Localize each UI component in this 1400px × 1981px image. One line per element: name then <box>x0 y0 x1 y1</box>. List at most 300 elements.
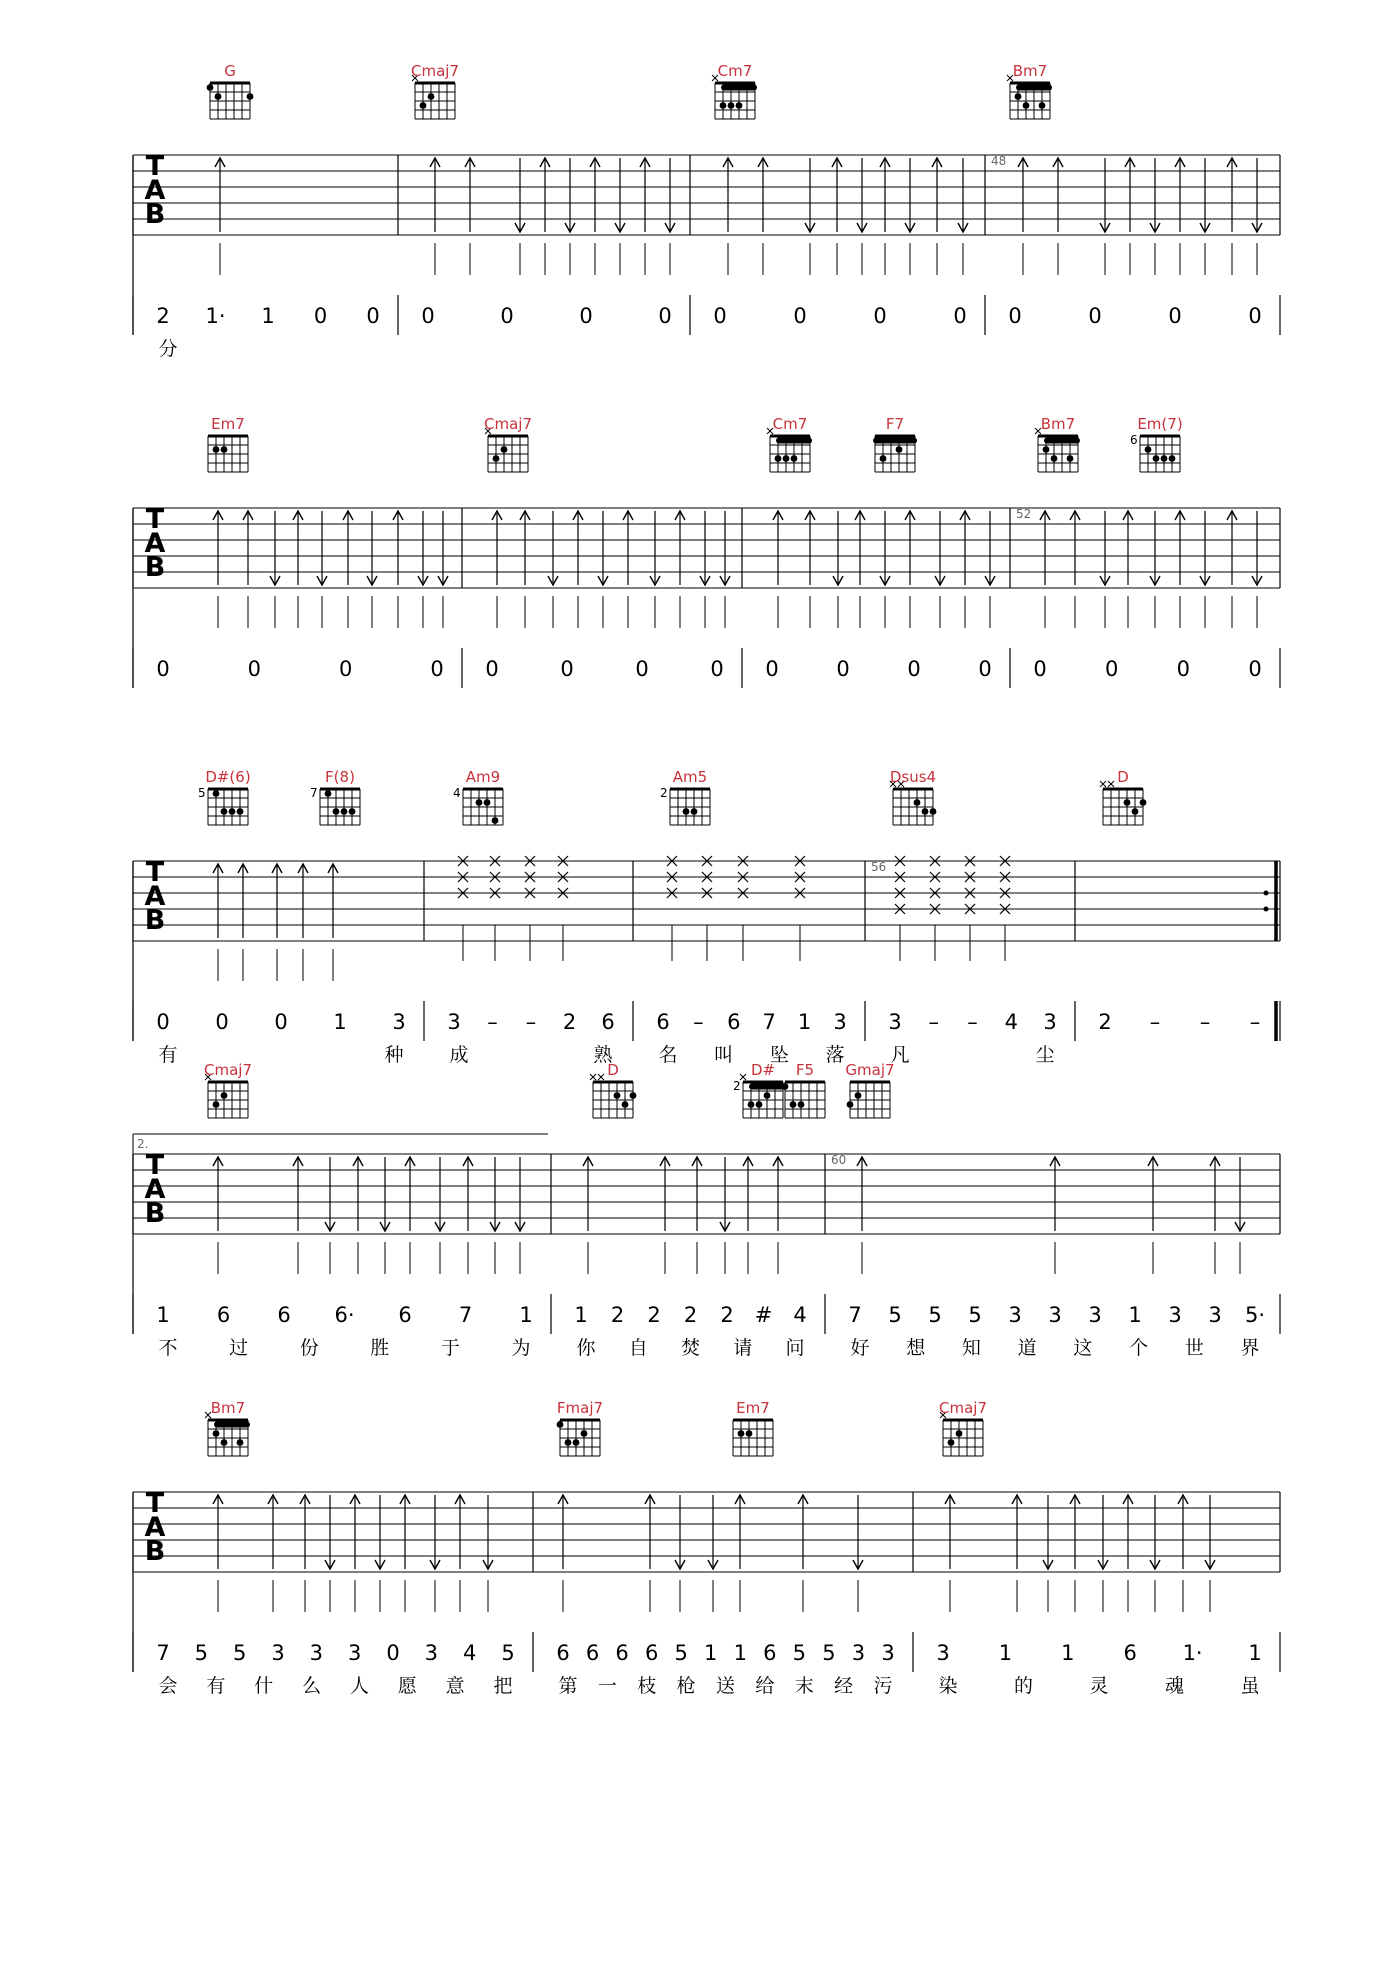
strum-down-arrow <box>615 158 625 275</box>
chord-dot <box>1153 455 1160 462</box>
strum-up-arrow <box>855 511 865 628</box>
lyric-char: 染 <box>938 1675 958 1697</box>
chord-diagram-bm7 <box>1035 428 1080 472</box>
strum-up-arrow <box>465 158 475 275</box>
chord-dot <box>630 1092 637 1099</box>
chord-dot <box>213 446 220 453</box>
strum-up-arrow <box>1227 158 1237 275</box>
jianpu-note: 6 <box>216 1303 231 1327</box>
notation-marks-layer <box>205 75 1262 1612</box>
jianpu-note: – <box>693 1010 704 1034</box>
jianpu-note: – <box>525 1010 537 1034</box>
strum-down-arrow <box>1098 1495 1108 1612</box>
strum-up-arrow <box>520 511 530 628</box>
strum-down-arrow <box>438 511 448 628</box>
strum-up-arrow <box>692 1157 702 1274</box>
strum-down-arrow <box>1150 511 1160 628</box>
chord-name: D#(6) <box>205 768 251 786</box>
chord-dot <box>683 808 690 815</box>
jianpu-note: 3 <box>881 1641 895 1665</box>
chord-dot <box>956 1430 963 1437</box>
strum-down-arrow <box>565 158 575 275</box>
lyric-char: 坠 <box>769 1044 789 1066</box>
jianpu-note: 3 <box>1048 1303 1062 1327</box>
lyric-char: 意 <box>445 1675 465 1697</box>
strum-up-arrow <box>213 1495 223 1612</box>
jianpu-note: 6 <box>585 1641 600 1665</box>
lyric-char: 么 <box>302 1675 322 1697</box>
lyric-char: 这 <box>1073 1337 1093 1359</box>
chord-name: Cm7 <box>772 415 808 433</box>
jianpu-note: 3 <box>888 1010 902 1034</box>
strum-up-arrow <box>213 864 223 981</box>
lyric-char: 有 <box>158 1044 178 1066</box>
jianpu-note: 1 <box>704 1641 718 1665</box>
lyric-char: 过 <box>229 1337 249 1359</box>
jianpu-note: 5 <box>232 1641 247 1665</box>
strum-up-arrow <box>463 1157 473 1274</box>
jianpu-note: 3 <box>347 1641 362 1665</box>
chord-dot <box>746 1430 753 1437</box>
tab-label-letter: B <box>144 552 166 583</box>
strum-down-arrow <box>515 158 525 275</box>
volta-label: 2. <box>137 1137 149 1151</box>
strum-up-arrow <box>743 1157 753 1274</box>
strum-down-arrow <box>857 158 867 275</box>
jianpu-note: 1 <box>519 1303 533 1327</box>
jianpu-note: – <box>487 1010 498 1034</box>
chord-dot <box>791 455 798 462</box>
strum-down-arrow <box>1150 1495 1160 1612</box>
chord-dot <box>333 808 340 815</box>
chord-diagram-f-8- <box>320 789 360 825</box>
jianpu-note: 1 <box>733 1641 747 1665</box>
chord-name: D <box>1117 768 1129 786</box>
strum-down-arrow <box>700 511 710 628</box>
chord-dot <box>207 84 214 91</box>
chord-dot <box>1023 102 1030 109</box>
chord-dot <box>237 1439 244 1446</box>
jianpu-note: 0 <box>156 657 170 681</box>
chord-fret-position: 5 <box>198 786 206 800</box>
chord-dot <box>501 446 508 453</box>
jianpu-note: 7 <box>458 1303 473 1327</box>
strum-up-arrow <box>932 158 942 275</box>
chord-barre <box>1044 438 1080 444</box>
strum-up-arrow <box>623 511 633 628</box>
lyric-char: 给 <box>755 1675 775 1697</box>
strum-down-arrow <box>675 1495 685 1612</box>
chord-dot <box>798 1101 805 1108</box>
lyric-char: 种 <box>384 1044 404 1066</box>
strum-down-arrow <box>905 158 915 275</box>
jianpu-note: 0 <box>313 304 328 328</box>
jianpu-note: 5 <box>674 1641 688 1665</box>
strum-up-arrow <box>293 511 303 628</box>
chord-diagram-g <box>207 83 254 119</box>
chord-dot <box>1140 799 1147 806</box>
chord-dot <box>948 1439 955 1446</box>
lyric-char: 第 <box>558 1675 578 1697</box>
chord-dot <box>1132 808 1139 815</box>
lyric-char: 魂 <box>1164 1675 1185 1697</box>
strum-up-arrow <box>880 158 890 275</box>
strum-down-arrow <box>483 1495 493 1612</box>
jianpu-note: 3 <box>936 1641 950 1665</box>
jianpu-note: 2 <box>562 1010 577 1034</box>
jianpu-note: 3 <box>1043 1010 1057 1034</box>
chord-name: Gmaj7 <box>845 1061 895 1079</box>
lyric-char: 好 <box>850 1337 870 1359</box>
chord-dot <box>1067 455 1074 462</box>
strum-up-arrow <box>492 511 502 628</box>
jianpu-note: 1 <box>333 1010 347 1034</box>
chord-dot <box>748 1101 755 1108</box>
lyric-char: 不 <box>158 1337 178 1359</box>
chord-dot <box>215 93 222 100</box>
lyric-char: 把 <box>493 1675 513 1697</box>
jianpu-note: 1 <box>998 1641 1013 1665</box>
jianpu-note: 0 <box>366 304 380 328</box>
strum-down-arrow <box>1252 511 1262 628</box>
jianpu-note: 7 <box>762 1010 776 1034</box>
strum-down-arrow <box>598 511 608 628</box>
strum-up-arrow <box>272 864 282 981</box>
strum-up-arrow <box>805 511 815 628</box>
jianpu-note: – <box>967 1010 978 1034</box>
chord-barre <box>1016 85 1052 91</box>
strum-up-arrow <box>243 511 253 628</box>
lyric-char: 名 <box>658 1044 678 1066</box>
jianpu-note: 0 <box>836 657 850 681</box>
chord-dot <box>341 808 348 815</box>
repeat-dot <box>1264 891 1269 896</box>
strum-up-arrow <box>1070 511 1080 628</box>
strum-up-arrow <box>293 1157 303 1274</box>
lyric-char: 世 <box>1184 1337 1204 1359</box>
strum-up-arrow <box>400 1495 410 1612</box>
chord-dot <box>213 790 220 797</box>
chord-name: D# <box>750 1061 776 1079</box>
chord-dot <box>896 446 903 453</box>
jianpu-note: 0 <box>1168 304 1182 328</box>
jianpu-note: 1 <box>574 1303 588 1327</box>
chord-dot <box>880 455 887 462</box>
lyric-char: 送 <box>715 1675 736 1697</box>
strum-down-arrow <box>325 1495 335 1612</box>
chord-dot <box>691 808 698 815</box>
chord-name: Cmaj7 <box>411 62 459 80</box>
strum-down-arrow <box>430 1495 440 1612</box>
chord-dot <box>855 1092 862 1099</box>
chord-dot <box>565 1439 572 1446</box>
strum-up-arrow <box>1012 1495 1022 1612</box>
strum-down-arrow <box>880 511 890 628</box>
jianpu-note: 1 <box>1061 1641 1075 1665</box>
jianpu-note: 3 <box>1168 1303 1182 1327</box>
jianpu-note: 5 <box>792 1641 807 1665</box>
jianpu-note: 0 <box>1104 657 1119 681</box>
strum-up-arrow <box>343 511 353 628</box>
chord-diagram-em7 <box>208 436 248 472</box>
jianpu-note: 6 <box>601 1010 615 1034</box>
strum-up-arrow <box>430 158 440 275</box>
chord-dot <box>325 790 332 797</box>
chord-dot <box>775 455 782 462</box>
strum-down-arrow <box>805 158 815 275</box>
strum-up-arrow <box>573 511 583 628</box>
lyric-char: 虽 <box>1240 1675 1260 1697</box>
lyric-char: 叫 <box>714 1044 734 1066</box>
strum-down-arrow <box>833 511 843 628</box>
lyric-char: 个 <box>1129 1337 1149 1359</box>
jianpu-note: – <box>1199 1010 1211 1034</box>
strum-down-arrow <box>1252 158 1262 275</box>
chord-dot <box>914 799 921 806</box>
strum-down-arrow <box>270 511 280 628</box>
jianpu-note: 3 <box>851 1641 866 1665</box>
strum-up-arrow <box>723 158 733 275</box>
jianpu-note: 5 <box>888 1303 902 1327</box>
lyric-char: 什 <box>254 1675 274 1697</box>
jianpu-note: 0 <box>907 657 921 681</box>
jianpu-note: 6 <box>556 1641 570 1665</box>
strum-down-arrow <box>1200 158 1210 275</box>
lyric-char: 的 <box>1013 1675 1034 1697</box>
strum-down-arrow <box>1043 1495 1053 1612</box>
strum-down-arrow <box>1235 1157 1245 1274</box>
chord-diagram-f5 <box>782 1082 825 1118</box>
chord-diagram-gmaj7 <box>847 1082 890 1118</box>
chord-dot <box>1051 455 1058 462</box>
chord-diagram-bm7 <box>1007 75 1052 119</box>
chord-dot <box>581 1430 588 1437</box>
strum-down-arrow <box>1150 158 1160 275</box>
strum-up-arrow <box>405 1157 415 1274</box>
chord-dot <box>1124 799 1131 806</box>
bar-number: 56 <box>871 860 887 874</box>
jianpu-note: 3 <box>1008 1303 1022 1327</box>
jianpu-note: 2 <box>1098 1010 1112 1034</box>
jianpu-note: 1 <box>797 1010 812 1034</box>
chord-dot <box>247 93 254 100</box>
jianpu-note: 0 <box>1088 304 1102 328</box>
jianpu-note: 0 <box>1033 657 1047 681</box>
jianpu-note: 0 <box>338 657 353 681</box>
chord-name: Am9 <box>465 768 501 786</box>
repeat-dot <box>1264 907 1269 912</box>
lyric-char: 自 <box>628 1337 648 1359</box>
jianpu-note: 2 <box>647 1303 661 1327</box>
jianpu-note: 0 <box>873 304 887 328</box>
lyric-char: 份 <box>299 1337 319 1359</box>
strum-down-arrow <box>720 511 730 628</box>
strum-up-arrow <box>213 511 223 628</box>
jianpu-note: 0 <box>485 657 499 681</box>
jianpu-note: 0 <box>1008 304 1022 328</box>
jianpu-note: 1· <box>205 304 226 328</box>
chord-diagram-em-7- <box>1140 436 1180 472</box>
chord-diagram-am9 <box>463 789 503 825</box>
chord-fret-position: 2 <box>733 1079 741 1093</box>
chord-name: F(8) <box>325 768 355 786</box>
chord-dot <box>213 1430 220 1437</box>
jianpu-note: 0 <box>635 657 649 681</box>
chord-name: G <box>224 62 236 80</box>
jianpu-note: 1 <box>1128 1303 1142 1327</box>
strum-up-arrow <box>350 1495 360 1612</box>
jianpu-note: 0 <box>156 1010 170 1034</box>
chord-dot <box>1043 446 1050 453</box>
strum-up-arrow <box>1175 511 1185 628</box>
lyric-char: 胜 <box>370 1337 390 1359</box>
chord-dot <box>622 1101 629 1108</box>
strum-up-arrow <box>238 864 248 981</box>
tab-label-letter: B <box>144 905 166 936</box>
chord-name: Cmaj7 <box>484 415 532 433</box>
lyric-char: 问 <box>785 1337 805 1359</box>
chord-barre <box>214 1422 250 1428</box>
lyric-char: 灵 <box>1089 1675 1109 1697</box>
strum-up-arrow <box>1040 511 1050 628</box>
chord-name: Bm7 <box>210 1399 246 1417</box>
tab-label-letter: A <box>144 881 166 912</box>
lyric-char: 知 <box>961 1337 981 1359</box>
chord-dot <box>573 1439 580 1446</box>
chord-diagram-cm7 <box>712 75 757 119</box>
jianpu-note: 2 <box>683 1303 698 1327</box>
lyric-char: 成 <box>449 1044 469 1066</box>
chord-dot <box>720 102 727 109</box>
chord-name: Cmaj7 <box>939 1399 987 1417</box>
jianpu-note: 0 <box>1248 657 1262 681</box>
tab-label-letter: B <box>144 1536 166 1567</box>
tab-label-letter: A <box>144 528 166 559</box>
jianpu-note: 0 <box>560 657 574 681</box>
chord-diagram-cmaj7 <box>205 1074 248 1118</box>
chord-diagram-f7 <box>873 436 917 472</box>
jianpu-note: # <box>754 1303 773 1327</box>
jianpu-note: – <box>1249 1010 1261 1034</box>
jianpu-note: 6 <box>1123 1641 1137 1665</box>
jianpu-note: 0 <box>710 657 724 681</box>
strum-up-arrow <box>268 1495 278 1612</box>
strum-up-arrow <box>1178 1495 1188 1612</box>
chord-barre <box>776 438 812 444</box>
jianpu-note: 0 <box>793 304 807 328</box>
lyric-char: 枪 <box>676 1675 696 1697</box>
jianpu-note: 3 <box>271 1641 285 1665</box>
jianpu-note: 0 <box>421 304 435 328</box>
chord-dot <box>790 1101 797 1108</box>
lyric-char: 落 <box>825 1044 845 1066</box>
jianpu-note: 5 <box>928 1303 942 1327</box>
jianpu-note: 0 <box>765 657 779 681</box>
chord-dot <box>756 1101 763 1108</box>
chord-dot <box>1015 93 1022 100</box>
strum-down-arrow <box>665 158 675 275</box>
tab-label-letter: T <box>145 857 165 888</box>
jianpu-note: 6 <box>398 1303 412 1327</box>
lyric-char: 经 <box>834 1675 854 1697</box>
jianpu-note: 6 <box>656 1010 670 1034</box>
strum-up-arrow <box>758 158 768 275</box>
jianpu-note: 6 <box>763 1641 777 1665</box>
strum-up-arrow <box>1070 1495 1080 1612</box>
jianpu-note: 6 <box>727 1010 741 1034</box>
chord-dot <box>428 93 435 100</box>
chord-dot <box>922 808 929 815</box>
chord-fret-position: 4 <box>453 786 461 800</box>
lyric-char: 人 <box>349 1675 369 1697</box>
strum-down-arrow <box>1100 158 1110 275</box>
chord-name: Bm7 <box>1012 62 1048 80</box>
chord-diagram-bm7 <box>205 1412 250 1456</box>
lyric-char: 熟 <box>593 1044 613 1066</box>
jianpu-note: 0 <box>430 657 444 681</box>
strum-up-arrow <box>857 1157 867 1274</box>
strum-down-arrow <box>435 1157 445 1274</box>
chord-dot <box>736 102 743 109</box>
tab-label-letter: T <box>145 1150 165 1181</box>
jianpu-note: – <box>928 1010 939 1034</box>
jianpu-note: 0 <box>658 304 672 328</box>
chord-name: Dsus4 <box>889 768 937 786</box>
strum-down-arrow <box>958 158 968 275</box>
strum-up-arrow <box>960 511 970 628</box>
chord-diagram-cmaj7 <box>485 428 528 472</box>
strum-down-arrow <box>325 1157 335 1274</box>
strum-up-arrow <box>945 1495 955 1612</box>
chord-barre <box>721 85 757 91</box>
lyric-char: 凡 <box>890 1044 910 1066</box>
bar-number: 52 <box>1016 507 1032 521</box>
lyric-char: 道 <box>1017 1337 1037 1359</box>
lyric-char: 愿 <box>397 1675 417 1697</box>
jianpu-note: 1 <box>261 304 275 328</box>
jianpu-note: 3 <box>1208 1303 1222 1327</box>
jianpu-note: 4 <box>793 1303 807 1327</box>
chord-name: Em7 <box>736 1399 770 1417</box>
strum-up-arrow <box>1227 511 1237 628</box>
strum-up-arrow <box>773 511 783 628</box>
strum-down-arrow <box>1205 1495 1215 1612</box>
strum-down-arrow <box>515 1157 525 1274</box>
jianpu-note: 1· <box>1182 1641 1203 1665</box>
lyric-char: 于 <box>440 1337 460 1359</box>
tab-label-letter: B <box>144 199 166 230</box>
chord-dot <box>847 1101 854 1108</box>
chord-name: F7 <box>885 415 905 433</box>
jianpu-note: 3 <box>392 1010 406 1034</box>
chord-diagram-em7 <box>733 1420 773 1456</box>
lyric-char: 焚 <box>680 1337 701 1359</box>
jianpu-note: 1 <box>1248 1641 1262 1665</box>
jianpu-note: 1 <box>156 1303 170 1327</box>
jianpu-note: 2 <box>156 304 170 328</box>
jianpu-note: 5· <box>1244 1303 1266 1327</box>
strum-up-arrow <box>558 1495 568 1612</box>
chord-name: D <box>607 1061 619 1079</box>
chord-dot <box>493 455 500 462</box>
chord-dot <box>1039 102 1046 109</box>
lyric-char: 枝 <box>637 1675 657 1697</box>
lyric-char: 末 <box>794 1675 814 1697</box>
strum-up-arrow <box>583 1157 593 1274</box>
strum-down-arrow <box>418 511 428 628</box>
strum-down-arrow <box>650 511 660 628</box>
tab-system-4 <box>133 1134 1280 1334</box>
